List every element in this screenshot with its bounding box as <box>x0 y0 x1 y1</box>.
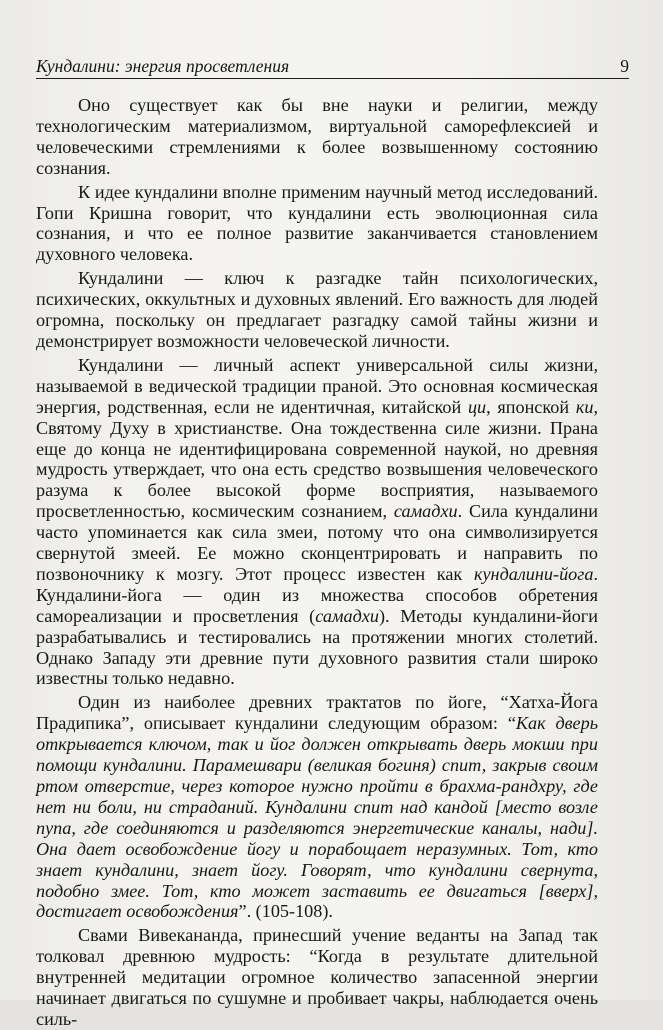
quote-citation: ”. (105-108). <box>238 901 333 922</box>
prana-text-3: , Святому Духу в христианстве. Она тождественна силе жизни. Прана еще до конца не идентифицирована современной наукой, но древняя мудрость утверждает, что она есть средство возвышения человеческого разума к более высокой форме восприятия, называемого просветленностью, космическим сознанием, <box>36 396 598 522</box>
paragraph-vivekananda: Свами Вивекананда, принесший учение веданты на Запад так толковал древнюю мудрость: “Когда в результате длительной внутренней медитации огромное количество запасенной энергии начинает двигаться по сушумне и пробивает чакры, наблюдается очень силь- <box>36 925 598 1029</box>
paragraph-2: К идее кундалини вполне применим научный метод исследований. Гопи Кришна говорит, что кундалини есть эволюционная сила сознания, и что ее полное развитие заканчивается становлением духовного человека. <box>36 181 598 265</box>
term-ki: ки <box>575 396 594 417</box>
quote-intro: Один из наиболее древних трактатов по йоге, “Хатха-Йога Прадипика”, описывает кундалини следующим образом: “ <box>36 692 598 734</box>
paragraph-1: Оно существует как бы вне науки и религии, между технологическим материализмом, виртуальной саморефлексией и человеческими стремлениями к более возвышенному состоянию сознания. <box>36 95 598 178</box>
prana-text-1: Кундалини — личный аспект универсальной силы жизни, называемой в ведической традиции праной. Это основная космическая энергия, родственная, если не идентичная, китайской <box>36 354 598 417</box>
page-body <box>36 95 598 1030</box>
prana-text-4: . Сила кундалини часто упоминается как сила змеи, потому что она символизируется свернутой змеей. Ее можно сконцентрировать и направить по позвоночнику к мозгу. Этот процесс известен как <box>36 501 598 584</box>
prana-text-6: ). Методы кундалини-йоги разрабатывались и тестировались на протяжении многих столетий. Однако Западу эти древние пути духовного развития стали широко известны только недавно. <box>36 605 599 689</box>
running-title: Кундалини: энергия просветления <box>36 56 290 76</box>
page-number: 9 <box>620 56 629 76</box>
term-samadhi-2: самадхи <box>315 605 379 626</box>
term-kundalini-yoga: кундалини-йога <box>473 563 594 584</box>
prana-text-2: , японской <box>486 396 576 417</box>
paragraph-quote <box>36 692 598 922</box>
term-chi: ци <box>467 396 487 417</box>
prana-text-5: . Кундалини-йога — один из множества способов обретения самореализации и просветления ( <box>36 563 598 626</box>
term-samadhi: самадхи <box>393 501 458 522</box>
running-header <box>36 56 629 79</box>
paragraph-3: Кундалини — ключ к разгадке тайн психологических, психических, оккультных и духовных явлений. Его важность для людей огромна, поскольку он предлагает разгадку самой тайны жизни и демонстрирует возможности человеческой личности. <box>36 268 598 351</box>
paragraph-prana <box>36 355 598 690</box>
quote-text: Как дверь открывается ключом, так и йог должен открывать дверь мокши при помощи кундалини. Парамешвари (великая богиня) спит, закрыв своим ртом отверстие, через которое нужно пройти в брахма-рандхру, где нет ни боли, ни страданий. Кундалини спит над кандой [место возле пупа, где соединяются и разделяются энергетические каналы, нади]. Она дает освобождение йогу и порабощает неразумных. Тот, кто знает кундалини, знает йогу. Говорят, что кундалини свернута, подобно змее. Тот, кто может заставить ее двигаться [вверх], достигает освобождения <box>36 713 599 922</box>
